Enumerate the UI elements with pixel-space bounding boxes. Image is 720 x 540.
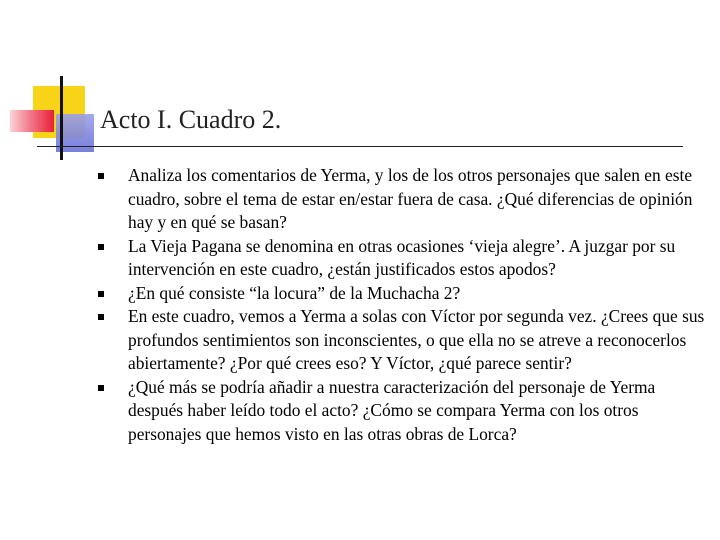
decorative-red-bar <box>10 110 54 132</box>
bullet-item <box>98 376 708 447</box>
square-bullet-icon <box>98 291 104 297</box>
bullet-item <box>98 235 708 282</box>
decorative-vertical-line <box>60 76 63 160</box>
bullet-item <box>98 164 708 235</box>
title-underline <box>37 146 683 147</box>
bullet-text: En este cuadro, vemos a Yerma a solas con Víctor por segunda vez. ¿Crees que sus profundos sentimientos son inconscientes, o que ella no se atreve a reconocerlos abiertamente? ¿Por qué crees eso? Y Víctor, ¿qué parece sentir? <box>128 306 705 373</box>
bullet-text: ¿Qué más se podría añadir a nuestra caracterización del personaje de Yerma después haber leído todo el acto? ¿Cómo se compara Yerma con los otros personajes que hemos visto en las otras obras de Lorca? <box>128 376 656 444</box>
bullet-item <box>98 282 708 306</box>
square-bullet-icon <box>98 244 104 250</box>
bullet-text: ¿En qué consiste “la locura” de la Muchacha 2? <box>128 282 461 303</box>
bullet-text: La Vieja Pagana se denomina en otras ocasiones ‘vieja alegre’. A juzgar por su intervención en este cuadro, ¿están justificados estos apodos? <box>128 235 676 279</box>
slide-title: Acto I. Cuadro 2. <box>100 105 282 134</box>
bullet-text: Analiza los comentarios de Yerma, y los de los otros personajes que salen en este cuadro, sobre el tema de estar en/estar fuera de casa. ¿Qué diferencias de opinión hay y en qué se basan? <box>128 165 693 232</box>
square-bullet-icon <box>98 173 104 179</box>
bullet-item <box>98 305 708 376</box>
square-bullet-icon <box>98 314 104 320</box>
bullet-list <box>98 164 708 446</box>
square-bullet-icon <box>98 385 104 391</box>
